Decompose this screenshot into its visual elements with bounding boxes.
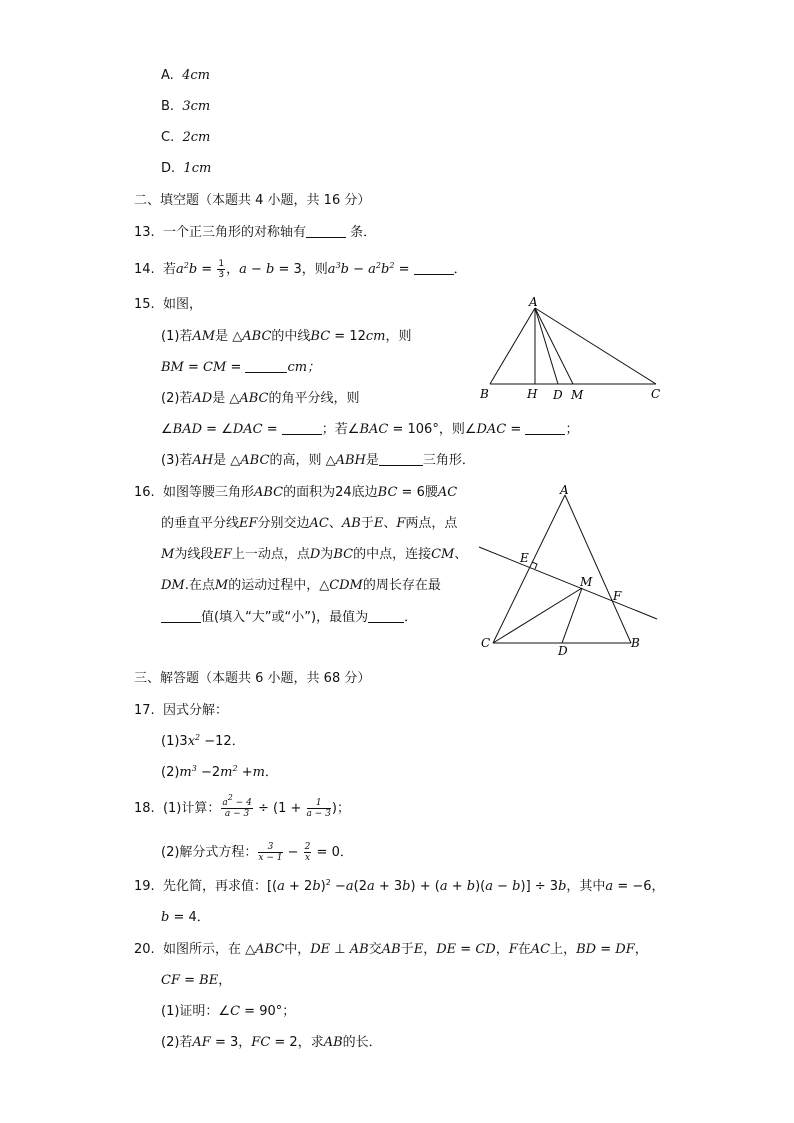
figure-15-triangle: [470, 292, 670, 407]
fig16-label-c: C: [481, 636, 491, 650]
fig16-side-ab: [565, 495, 631, 643]
question-15-part1: (1)若AM是 △ABC的中线BC = 12cm，则: [161, 329, 412, 344]
fig15-label-m: M: [571, 388, 584, 402]
question-16-line4: DM.在点M的运动过程中，△CDM的周长存在最: [161, 578, 441, 593]
question-18-part2: (2)解分式方程： $\frac{3}{x - 1}$ − $\frac{2}{x}$ = 0．: [161, 842, 353, 863]
fig15-label-h: H: [527, 387, 538, 401]
fig15-label-c: C: [651, 387, 661, 401]
question-18-part1: 18. (1)计算： $\frac{a^2 - 4}{a - 3}$ ÷ (1 + $\frac{1}{a - 3}$ )；: [134, 793, 350, 819]
fig16-label-e: E: [520, 551, 529, 565]
fig16-segment-dm: [562, 588, 582, 643]
fig15-side-ab: [490, 308, 535, 384]
option-d: D. 1cm: [161, 161, 212, 176]
fig15-label-a: A: [529, 295, 538, 309]
question-17-part1: $(1)3x^2 -12$．: [161, 733, 245, 749]
question-19-cont: b = 4．: [161, 910, 210, 925]
fig16-label-b: B: [631, 636, 640, 650]
question-15-part3: (3)若AH是 △ABC的高，则 △ABH是 三角形．: [161, 453, 475, 468]
question-14: 14. 若$a^2b$ = $\frac{1}{3}$ ，a − b = 3，则$a^3b - a^2b^2$ = ．: [134, 259, 467, 280]
option-a: A. 4cm: [161, 68, 210, 83]
question-16-line3: M为线段EF上一动点，点D为BC的中点，连接CM、: [161, 547, 468, 562]
question-20-line1: 20. 如图所示，在 △ABC中，DE ⊥ AB交AB于E，DE = CD，F在AC上，BD = DF，: [134, 942, 648, 957]
question-17-part2: $(2)m^3 -2m^2 +m$．: [161, 764, 278, 780]
question-16-line2: 的垂直平分线EF分别交边AC、AB于E、F两点，点: [161, 516, 458, 531]
question-15-intro: 15. 如图，: [134, 297, 202, 312]
option-b: B. 3cm: [161, 99, 211, 114]
fig16-right-angle-mark: [532, 562, 537, 569]
question-13: 13. 一个正三角形的对称轴有 条．: [134, 225, 377, 240]
fig16-label-a: A: [560, 483, 569, 497]
question-20-line2: CF = BE，: [161, 973, 232, 988]
fig16-label-f: F: [613, 589, 622, 603]
figure-16-triangle: [472, 480, 664, 660]
option-c: C. 2cm: [161, 130, 211, 145]
question-20-part2: (2)若AF = 3，FC = 2，求AB的长．: [161, 1035, 382, 1050]
fig16-perp-bisector-ef: [479, 547, 657, 619]
question-15-part1-blank: BM = CM = cm；: [161, 360, 321, 375]
question-15-part2: (2)若AD是 △ABC的角平分线，则: [161, 391, 360, 406]
fig16-label-d: D: [558, 644, 568, 658]
question-16-line1: 16. 如图等腰三角形ABC的面积为24底边BC = 6腰AC: [134, 485, 458, 500]
section-title-solve: 三、解答题（本题共 6 小题，共 68 分）: [134, 671, 371, 686]
fig15-label-b: B: [480, 387, 489, 401]
fig15-label-d: D: [553, 388, 563, 402]
question-16-line5: 值(填入“大”或“小”)，最值为 ．: [161, 609, 417, 627]
question-19: 19. 先化简，再求值：$[(a + 2b)^2 -a(2a + 3b) + (a + b)(a - b)] \div 3b$，其中a = −6，: [134, 878, 665, 894]
question-17: 17. 因式分解：: [134, 703, 228, 718]
fig15-side-ac: [535, 308, 656, 384]
fig16-label-m: M: [580, 575, 593, 589]
question-20-part1: (1)证明：∠C = 90°；: [161, 1004, 296, 1019]
section-title-fill-blank: 二、填空题（本题共 4 小题，共 16 分）: [134, 193, 371, 208]
question-15-part2-blanks: ∠BAD = ∠DAC = ；若∠BAC = 106°，则∠DAC = ；: [161, 422, 579, 437]
